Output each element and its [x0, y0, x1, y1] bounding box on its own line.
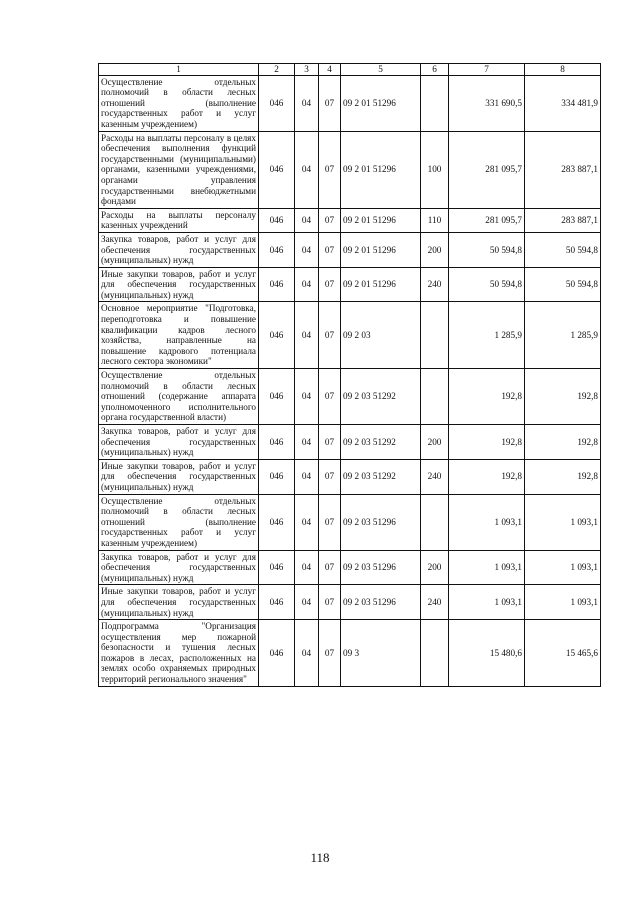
row-name-cell: Иные закупки товаров, работ и услуг для обеспечения государственных (муниципальных) нужд: [99, 267, 259, 302]
admin-code-cell: 046: [259, 550, 295, 585]
subsection-code-cell: 07: [319, 620, 341, 687]
expense-type-cell: 240: [421, 267, 449, 302]
target-article-cell: 09 2 03 51296: [341, 494, 421, 550]
target-article-cell: 09 2 03 51292: [341, 369, 421, 425]
table-row: [99, 425, 601, 460]
section-code-cell: 04: [295, 459, 319, 494]
row-name-cell: Осуществление отдельных полномочий в области лесных отношений (содержание аппарата уполномоченного исполнительного органа государственной власти): [99, 369, 259, 425]
column-header: 7: [449, 64, 525, 76]
row-name-cell: Иные закупки товаров, работ и услуг для обеспечения государственных (муниципальных) нужд: [99, 585, 259, 620]
subsection-code-cell: 07: [319, 208, 341, 232]
subsection-code-cell: 07: [319, 267, 341, 302]
expense-type-cell: 200: [421, 550, 449, 585]
column-header: 1: [99, 64, 259, 76]
admin-code-cell: 046: [259, 131, 295, 208]
amount-year2-cell: 1 285,9: [525, 302, 601, 369]
row-name-cell: Осуществление отдельных полномочий в области лесных отношений (выполнение государственных работ и услуг казенным учреждением): [99, 494, 259, 550]
admin-code-cell: 046: [259, 585, 295, 620]
column-header: 4: [319, 64, 341, 76]
target-article-cell: 09 2 03 51292: [341, 425, 421, 460]
amount-year2-cell: 334 481,9: [525, 75, 601, 131]
table-row: [99, 208, 601, 232]
row-name-cell: Осуществление отдельных полномочий в области лесных отношений (выполнение государственных работ и услуг казенным учреждением): [99, 75, 259, 131]
amount-year1-cell: 1 093,1: [449, 494, 525, 550]
section-code-cell: 04: [295, 620, 319, 687]
table-row: [99, 232, 601, 267]
amount-year1-cell: 1 285,9: [449, 302, 525, 369]
page-number: 118: [310, 850, 330, 865]
admin-code-cell: 046: [259, 494, 295, 550]
column-header: 3: [295, 64, 319, 76]
expense-type-cell: [421, 302, 449, 369]
amount-year1-cell: 192,8: [449, 459, 525, 494]
amount-year2-cell: 15 465,6: [525, 620, 601, 687]
table-row: [99, 494, 601, 550]
target-article-cell: 09 2 01 51296: [341, 208, 421, 232]
column-header: 5: [341, 64, 421, 76]
table-row: [99, 302, 601, 369]
expense-type-cell: [421, 620, 449, 687]
expense-type-cell: 110: [421, 208, 449, 232]
expense-type-cell: 240: [421, 459, 449, 494]
target-article-cell: 09 2 01 51296: [341, 131, 421, 208]
row-name-cell: Расходы на выплаты персоналу казенных учреждений: [99, 208, 259, 232]
amount-year1-cell: 192,8: [449, 369, 525, 425]
amount-year1-cell: 1 093,1: [449, 585, 525, 620]
target-article-cell: 09 2 03 51296: [341, 550, 421, 585]
target-article-cell: 09 2 01 51296: [341, 232, 421, 267]
amount-year2-cell: 192,8: [525, 425, 601, 460]
target-article-cell: 09 2 03: [341, 302, 421, 369]
table-row: [99, 585, 601, 620]
subsection-code-cell: 07: [319, 232, 341, 267]
amount-year1-cell: 192,8: [449, 425, 525, 460]
amount-year2-cell: 1 093,1: [525, 494, 601, 550]
target-article-cell: 09 2 03 51292: [341, 459, 421, 494]
section-code-cell: 04: [295, 494, 319, 550]
admin-code-cell: 046: [259, 459, 295, 494]
section-code-cell: 04: [295, 425, 319, 460]
admin-code-cell: 046: [259, 302, 295, 369]
admin-code-cell: 046: [259, 232, 295, 267]
amount-year1-cell: 15 480,6: [449, 620, 525, 687]
row-name-cell: Закупка товаров, работ и услуг для обеспечения государственных (муниципальных) нужд: [99, 550, 259, 585]
column-header: 6: [421, 64, 449, 76]
admin-code-cell: 046: [259, 75, 295, 131]
row-name-cell: Подпрограмма "Организация осуществления мер пожарной безопасности и тушения лесных пожаров в лесах, расположенных на землях особо охраняемых природных территорий регионального значения": [99, 620, 259, 687]
subsection-code-cell: 07: [319, 550, 341, 585]
subsection-code-cell: 07: [319, 459, 341, 494]
amount-year2-cell: 1 093,1: [525, 550, 601, 585]
subsection-code-cell: 07: [319, 494, 341, 550]
expense-type-cell: [421, 369, 449, 425]
row-name-cell: Закупка товаров, работ и услуг для обеспечения государственных (муниципальных) нужд: [99, 425, 259, 460]
expense-type-cell: 100: [421, 131, 449, 208]
section-code-cell: 04: [295, 131, 319, 208]
budget-table: [98, 63, 601, 687]
amount-year2-cell: 50 594,8: [525, 267, 601, 302]
table-row: [99, 75, 601, 131]
amount-year1-cell: 1 093,1: [449, 550, 525, 585]
table-header-row: [99, 64, 601, 76]
section-code-cell: 04: [295, 232, 319, 267]
expense-type-cell: 240: [421, 585, 449, 620]
target-article-cell: 09 2 01 51296: [341, 75, 421, 131]
row-name-cell: Иные закупки товаров, работ и услуг для обеспечения государственных (муниципальных) нужд: [99, 459, 259, 494]
column-header: 8: [525, 64, 601, 76]
section-code-cell: 04: [295, 585, 319, 620]
table-row: [99, 369, 601, 425]
expense-type-cell: [421, 494, 449, 550]
target-article-cell: 09 2 03 51296: [341, 585, 421, 620]
table-row: [99, 267, 601, 302]
admin-code-cell: 046: [259, 267, 295, 302]
admin-code-cell: 046: [259, 425, 295, 460]
amount-year1-cell: 331 690,5: [449, 75, 525, 131]
amount-year2-cell: 283 887,1: [525, 208, 601, 232]
amount-year1-cell: 50 594,8: [449, 267, 525, 302]
section-code-cell: 04: [295, 75, 319, 131]
section-code-cell: 04: [295, 550, 319, 585]
section-code-cell: 04: [295, 302, 319, 369]
amount-year1-cell: 50 594,8: [449, 232, 525, 267]
amount-year2-cell: 192,8: [525, 459, 601, 494]
subsection-code-cell: 07: [319, 369, 341, 425]
row-name-cell: Основное мероприятие "Подготовка, переподготовка и повышение квалификации кадров лесного хозяйства, направленные на повышение кадрового потенциала лесного сектора экономики": [99, 302, 259, 369]
admin-code-cell: 046: [259, 208, 295, 232]
section-code-cell: 04: [295, 208, 319, 232]
amount-year1-cell: 281 095,7: [449, 208, 525, 232]
table-row: [99, 131, 601, 208]
amount-year2-cell: 1 093,1: [525, 585, 601, 620]
admin-code-cell: 046: [259, 620, 295, 687]
expense-type-cell: 200: [421, 232, 449, 267]
amount-year2-cell: 50 594,8: [525, 232, 601, 267]
subsection-code-cell: 07: [319, 302, 341, 369]
section-code-cell: 04: [295, 267, 319, 302]
expense-type-cell: 200: [421, 425, 449, 460]
table-row: [99, 550, 601, 585]
amount-year2-cell: 283 887,1: [525, 131, 601, 208]
subsection-code-cell: 07: [319, 425, 341, 460]
subsection-code-cell: 07: [319, 75, 341, 131]
target-article-cell: 09 2 01 51296: [341, 267, 421, 302]
target-article-cell: 09 3: [341, 620, 421, 687]
subsection-code-cell: 07: [319, 131, 341, 208]
table-row: [99, 459, 601, 494]
section-code-cell: 04: [295, 369, 319, 425]
subsection-code-cell: 07: [319, 585, 341, 620]
amount-year2-cell: 192,8: [525, 369, 601, 425]
amount-year1-cell: 281 095,7: [449, 131, 525, 208]
row-name-cell: Закупка товаров, работ и услуг для обеспечения государственных (муниципальных) нужд: [99, 232, 259, 267]
column-header: 2: [259, 64, 295, 76]
row-name-cell: Расходы на выплаты персоналу в целях обеспечения выполнения функций государственными (муниципальными) органами, казенными учреждениями, органами управления государственными внебюджетными фондами: [99, 131, 259, 208]
table-row: [99, 620, 601, 687]
admin-code-cell: 046: [259, 369, 295, 425]
expense-type-cell: [421, 75, 449, 131]
